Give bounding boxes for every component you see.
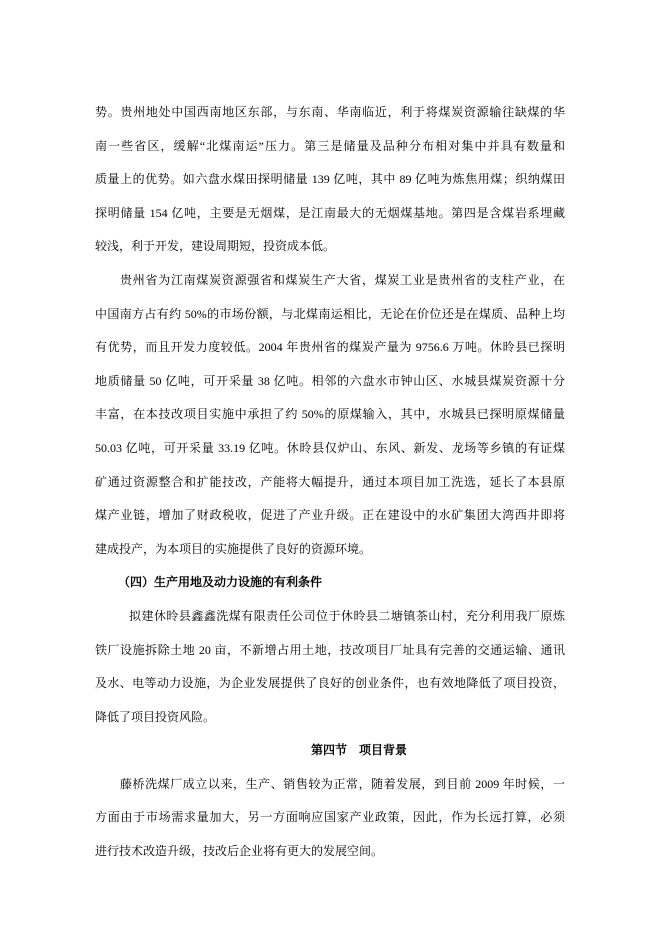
paragraph-line: 50.03 亿吨，可开采量 33.19 亿吨。休昤县仅炉山、东风、新发、龙场等乡镇的有证煤 <box>95 440 565 455</box>
paragraph-line: 丰富，在本技改项目实施中承担了约 50%的原煤输入，其中，水城县已探明原煤储量 <box>95 407 565 422</box>
paragraph-line: 拟建休昤县鑫鑫洗煤有限责任公司位于休昤县二塘镇茶山村，充分利用我厂原炼 <box>129 608 565 623</box>
paragraph-line: 进行技术改造升级，技改后企业将有更大的发展空间。 <box>95 844 384 859</box>
paragraph-line: 铁厂设施拆除土地 20 亩，不新增占用土地，技改项目厂址具有完善的交通运输、通讯 <box>95 642 565 657</box>
paragraph-line: 贵州省为江南煤炭资源强省和煤炭生产大省，煤炭工业是贵州省的支柱产业，在 <box>120 272 565 287</box>
document-body <box>95 96 565 869</box>
paragraph-line: 中国南方占有约 50%的市场份额，与北煤南运相比，无论在价位还是在煤质、品种上均 <box>95 306 565 321</box>
paragraph-line: 方面由于市场需求量加大，另一方面响应国家产业政策，因此，作为长远打算，必须 <box>95 810 565 825</box>
paragraph-line: 有优势，而且开发力度较低。2004 年贵州省的煤炭产量为 9756.6 万吨。休昤县已探明 <box>95 340 565 355</box>
paragraph-line: 及水、电等动力设施，为企业发展提供了良好的创业条件，也有效地降低了项目投资， <box>95 676 565 691</box>
paragraph-2 <box>95 264 565 566</box>
paragraph-line: 地质储量 50 亿吨，可开采量 38 亿吨。相邻的六盘水市钟山区、水城县煤炭资源十分 <box>95 373 565 388</box>
paragraph-4 <box>95 768 565 869</box>
paragraph-1 <box>95 96 565 264</box>
paragraph-line: 煤产业链，增加了财政税收，促进了产业升级。正在建设中的水矿集团大湾西井即将 <box>95 508 565 523</box>
subheading: （四）生产用地及动力设施的有利条件 <box>118 575 323 590</box>
paragraph-line: 势。贵州地处中国西南地区东部，与东南、华南临近，利于将煤炭资源输往缺煤的华 <box>95 105 565 119</box>
paragraph-line: 探明储量 154 亿吨，主要是无烟煤，是江南最大的无烟煤基地。第四是含煤岩系埋藏 <box>95 205 565 220</box>
paragraph-line: 质量上的优势。如六盘水煤田探明储量 139 亿吨，其中 89 亿吨为炼焦用煤；织纳煤田 <box>95 172 565 187</box>
paragraph-line: 南一些省区，缓解“北煤南运”压力。第三是储量及品种分布相对集中并具有数量和 <box>95 138 565 153</box>
paragraph-3 <box>95 600 565 734</box>
paragraph-line: 矿通过资源整合和扩能技改，产能将大幅提升，通过本项目加工洗选，延长了本县原 <box>95 474 565 489</box>
paragraph-line: 建成投产，为本项目的实施提供了良好的资源环境。 <box>95 541 372 556</box>
paragraph-line: 藤桥洗煤厂成立以来，生产、销售较为正常，随着发展，到目前 2009 年时候，一 <box>120 776 565 791</box>
paragraph-line: 较浅，利于开发，建设周期短，投资成本低。 <box>95 239 336 254</box>
paragraph-line: 降低了项目投资风险。 <box>95 709 216 724</box>
section-title: 第四节 项目背景 <box>310 743 407 758</box>
